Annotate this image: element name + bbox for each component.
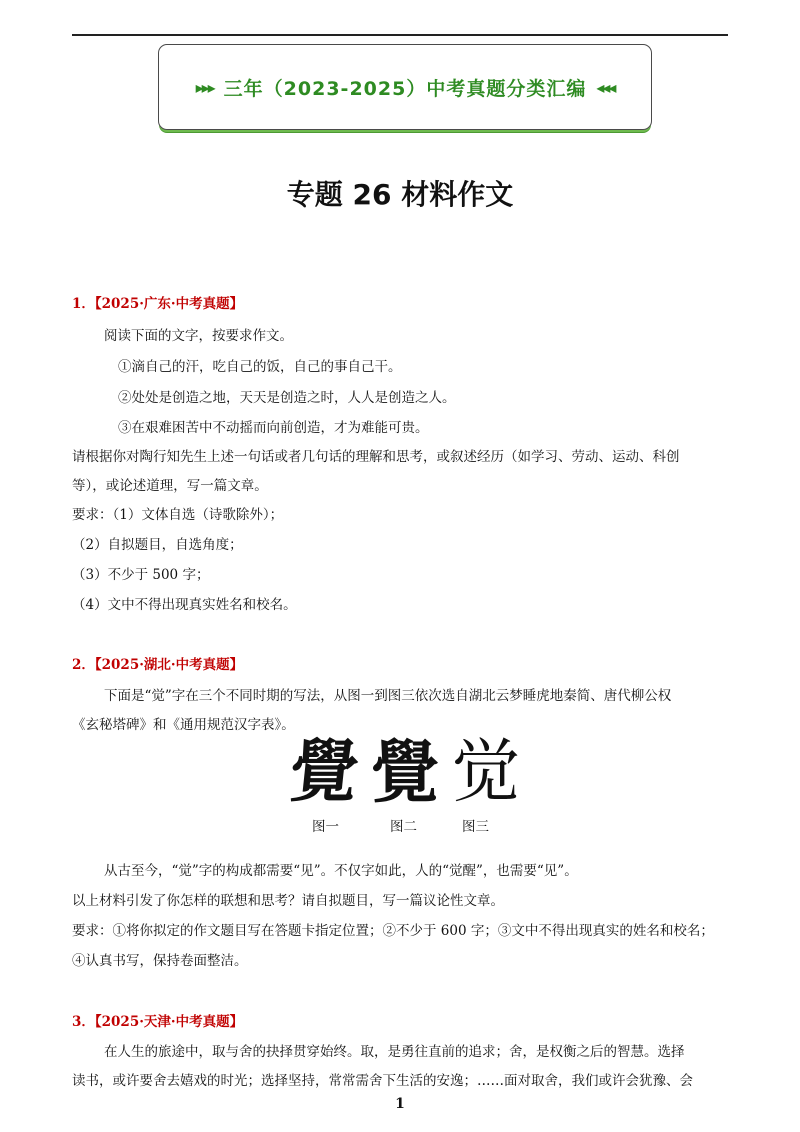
q1-line: 阅读下面的文字，按要求作文。 xyxy=(104,328,293,344)
banner-title: 三年（2023-2025）中考真题分类汇编 xyxy=(223,77,587,100)
q1-quote-2: ②处处是创造之地，天天是创造之时，人人是创造之人。 xyxy=(118,390,456,406)
q1-quote-3: ③在艰难困苦中不动摇而向前创造，才为难能可贵。 xyxy=(118,420,429,436)
q1-requirement: （3）不少于 500 字； xyxy=(72,567,210,583)
figure-label-2: 图二 xyxy=(390,819,417,835)
page-title: 专题 26 材料作文 xyxy=(286,178,514,211)
q3-line: 读书，或许要舍去嬉戏的时光；选择坚持，常常需舍下生活的安逸；……面对取舍，我们或许会犹豫、会 xyxy=(72,1073,693,1089)
glyph-liu-gongquan: 覺 xyxy=(370,732,439,813)
figure-label-3: 图三 xyxy=(462,819,489,835)
question-1-label: 1．【2025·广东·中考真题】 xyxy=(72,296,244,312)
left-arrows-icon: ◂◂◂ xyxy=(596,77,615,97)
q2-body: 从古至今，“觉”字的构成都需要“见”。不仅字如此，人的“觉醒”，也需要“见”。 xyxy=(104,863,578,879)
q1-requirement: （2）自拟题目，自选角度； xyxy=(72,537,243,553)
right-arrows-icon: ▸▸▸ xyxy=(195,77,214,97)
jue-character-figures xyxy=(285,732,520,813)
q1-line: 等），或论述道理，写一篇文章。 xyxy=(72,478,268,494)
q1-line: 请根据你对陶行知先生上述一句话或者几句话的理解和思考，或叙述经历（如学习、劳动、运动、科创 xyxy=(72,449,680,465)
glyph-standard: 觉 xyxy=(451,732,520,812)
page-number: 1 xyxy=(395,1096,405,1112)
series-banner xyxy=(158,44,652,130)
question-2-label: 2．【2025·湖北·中考真题】 xyxy=(72,657,244,673)
question-3-label: 3．【2025·天津·中考真题】 xyxy=(72,1014,244,1030)
q1-quote-1: ①滴自己的汗，吃自己的饭，自己的事自己干。 xyxy=(118,359,402,375)
q3-line: 在人生的旅途中，取与舍的抉择贯穿始终。取，是勇往直前的追求；舍，是权衡之后的智慧。选择 xyxy=(104,1044,685,1060)
q2-intro: 《玄秘塔碑》和《通用规范汉字表》。 xyxy=(72,717,295,733)
q2-body: 以上材料引发了你怎样的联想和思考？请自拟题目，写一篇议论性文章。 xyxy=(72,893,504,909)
glyph-qin-bamboo-slip: 覺 xyxy=(285,732,363,812)
figure-label-1: 图一 xyxy=(312,819,339,835)
q2-intro: 下面是“觉”字在三个不同时期的写法，从图一到图三依次选自湖北云梦睡虎地秦简、唐代柳公权 xyxy=(104,688,672,704)
top-rule xyxy=(72,34,728,36)
q2-requirement: ④认真书写，保持卷面整洁。 xyxy=(72,953,248,969)
q1-requirement: 要求：（1）文体自选（诗歌除外）； xyxy=(72,507,284,523)
q1-requirement: （4）文中不得出现真实姓名和校名。 xyxy=(72,597,297,613)
q2-requirement: 要求：①将你拟定的作文题目写在答题卡指定位置；②不少于 600 字；③文中不得出现真实的姓名和校名； xyxy=(72,923,714,939)
